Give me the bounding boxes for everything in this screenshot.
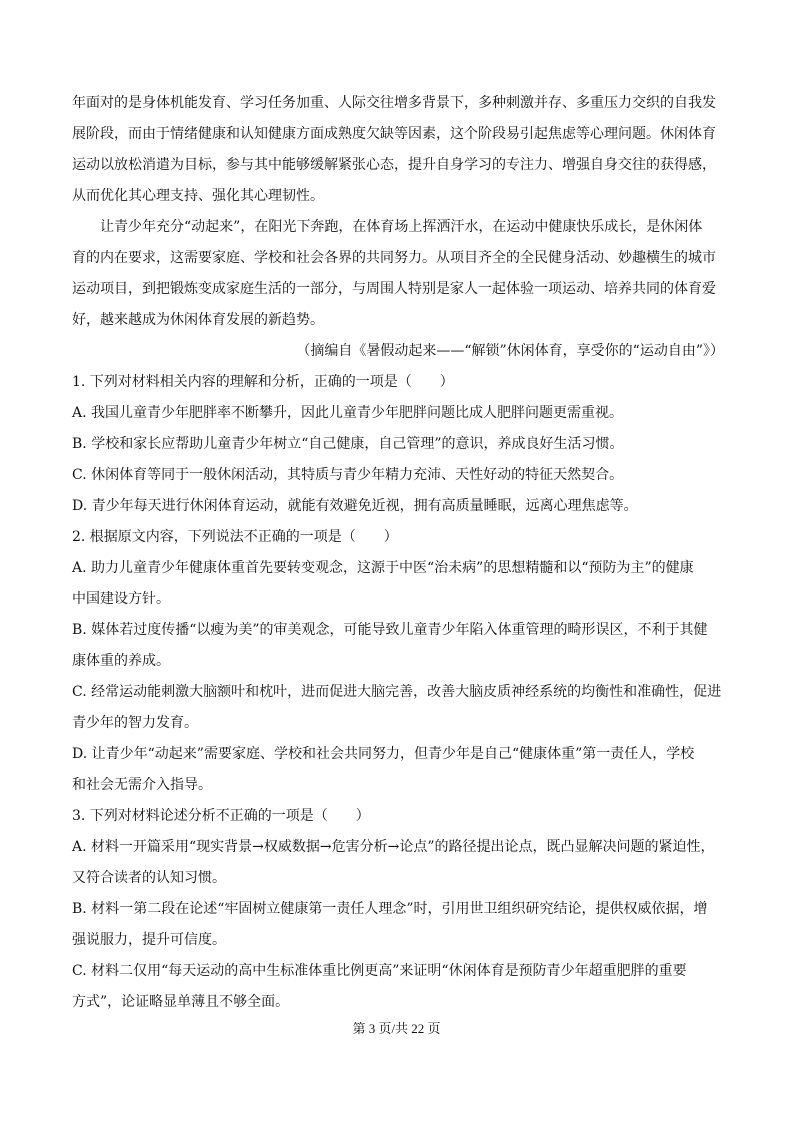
option-a-continued: 又符合读者的认知习惯。 [72,870,226,886]
paragraph-line: 展阶段，而由于情绪健康和认知健康方面成熟度欠缺等因素，这个阶段易引起焦虑等心理问题。休闲体育 [72,126,716,142]
paragraph-line: 从而优化其心理支持、强化其心理韧性。 [72,188,324,204]
question-stem: 3. 下列对材料论述分析不正确的一项是（ ） [72,808,370,824]
option-d-continued: 和社会无需介入指导。 [72,777,212,793]
paragraph-line: 让青少年充分“动起来”，在阳光下奔跑，在体育场上挥洒汗水，在运动中健康快乐成长，是休闲体 [100,219,703,235]
option-b: B. 学校和家长应帮助儿童青少年树立“自己健康，自己管理”的意识，养成良好生活习惯。 [72,436,624,452]
question-stem: 2. 根据原文内容，下列说法不正确的一项是（ ） [72,529,398,545]
paragraph-line: 运动项目，到把锻炼变成家庭生活的一部分，与周围人特别是家人一起体验一项运动、培养共同的体育爱 [72,281,716,297]
option-c-continued: 方式”，论证略显单薄且不够全面。 [72,994,290,1010]
paragraph-next [72,212,732,336]
paragraph-line: 运动以放松消遣为目标，参与其中能够缓解紧张心态，提升自身学习的专注力、增强自身交往的获得感， [72,157,716,173]
option-a: A. 我国儿童青少年肥胖率不断攀升，因此儿童青少年肥胖问题比成人肥胖问题更需重视。 [72,405,624,421]
page-footer: 第 3 页/共 22 页 [352,1021,441,1036]
paragraph-line: 育的内在要求，这需要家庭、学校和社会各界的共同努力。从项目齐全的全民健身活动、妙趣横生的城市 [72,250,716,266]
document-page [72,88,732,1018]
paragraph-line: 年面对的是身体机能发育、学习任务加重、人际交往增多背景下，多种刺激并存、多重压力交织的自我发 [72,95,716,111]
option-a: A. 材料一开篇采用“现实背景→权威数据→危害分析→论点”的路径提出论点，既凸显解决问题的紧迫性， [72,839,715,855]
option-d: D. 让青少年“动起来”需要家庭、学校和社会共同努力，但青少年是自己“健康体重”第一责任人，学校 [72,746,695,762]
option-a: A. 助力儿童青少年健康体重首先要转变观念，这源于中医“治未病”的思想精髓和以“预防为主”的健康 [72,560,694,576]
source-note: （摘编自《暑假动起来——“解锁”休闲体育，享受你的“运动自由”》） [296,343,724,359]
option-a-continued: 中国建设方针。 [72,591,170,607]
option-c: C. 休闲体育等同于一般休闲活动，其特质与青少年精力充沛、天性好动的特征天然契合。 [72,467,624,483]
option-c-continued: 青少年的智力发育。 [72,715,198,731]
question-1 [72,367,732,522]
option-b: B. 媒体若过度传播“以瘦为美”的审美观念，可能导致儿童青少年陷入体重管理的畸形误区，不利于其健 [72,622,708,638]
option-c: C. 材料二仅用“每天运动的高中生标准体重比例更高”来证明“休闲体育是预防青少年超重肥胖的重要 [72,963,687,979]
paragraph-continued [72,88,732,212]
question-2 [72,522,732,801]
option-d: D. 青少年每天进行休闲体育运动，就能有效避免近视，拥有高质量睡眠，远离心理焦虑等。 [72,498,638,514]
question-3 [72,801,732,1018]
paragraph-line: 好，越来越成为休闲体育发展的新趋势。 [72,312,324,328]
option-b: B. 材料一第二段在论述“牢固树立健康第一责任人理念”时，引用世卫组织研究结论，提供权威依据，增 [72,901,708,917]
option-c: C. 经常运动能刺激大脑额叶和枕叶，进而促进大脑完善，改善大脑皮质神经系统的均衡性和准确性，促进 [72,684,722,700]
option-b-continued: 强说服力，提升可信度。 [72,932,226,948]
option-b-continued: 康体重的养成。 [72,653,170,669]
question-stem: 1. 下列对材料相关内容的理解和分析，正确的一项是（ ） [72,374,454,390]
